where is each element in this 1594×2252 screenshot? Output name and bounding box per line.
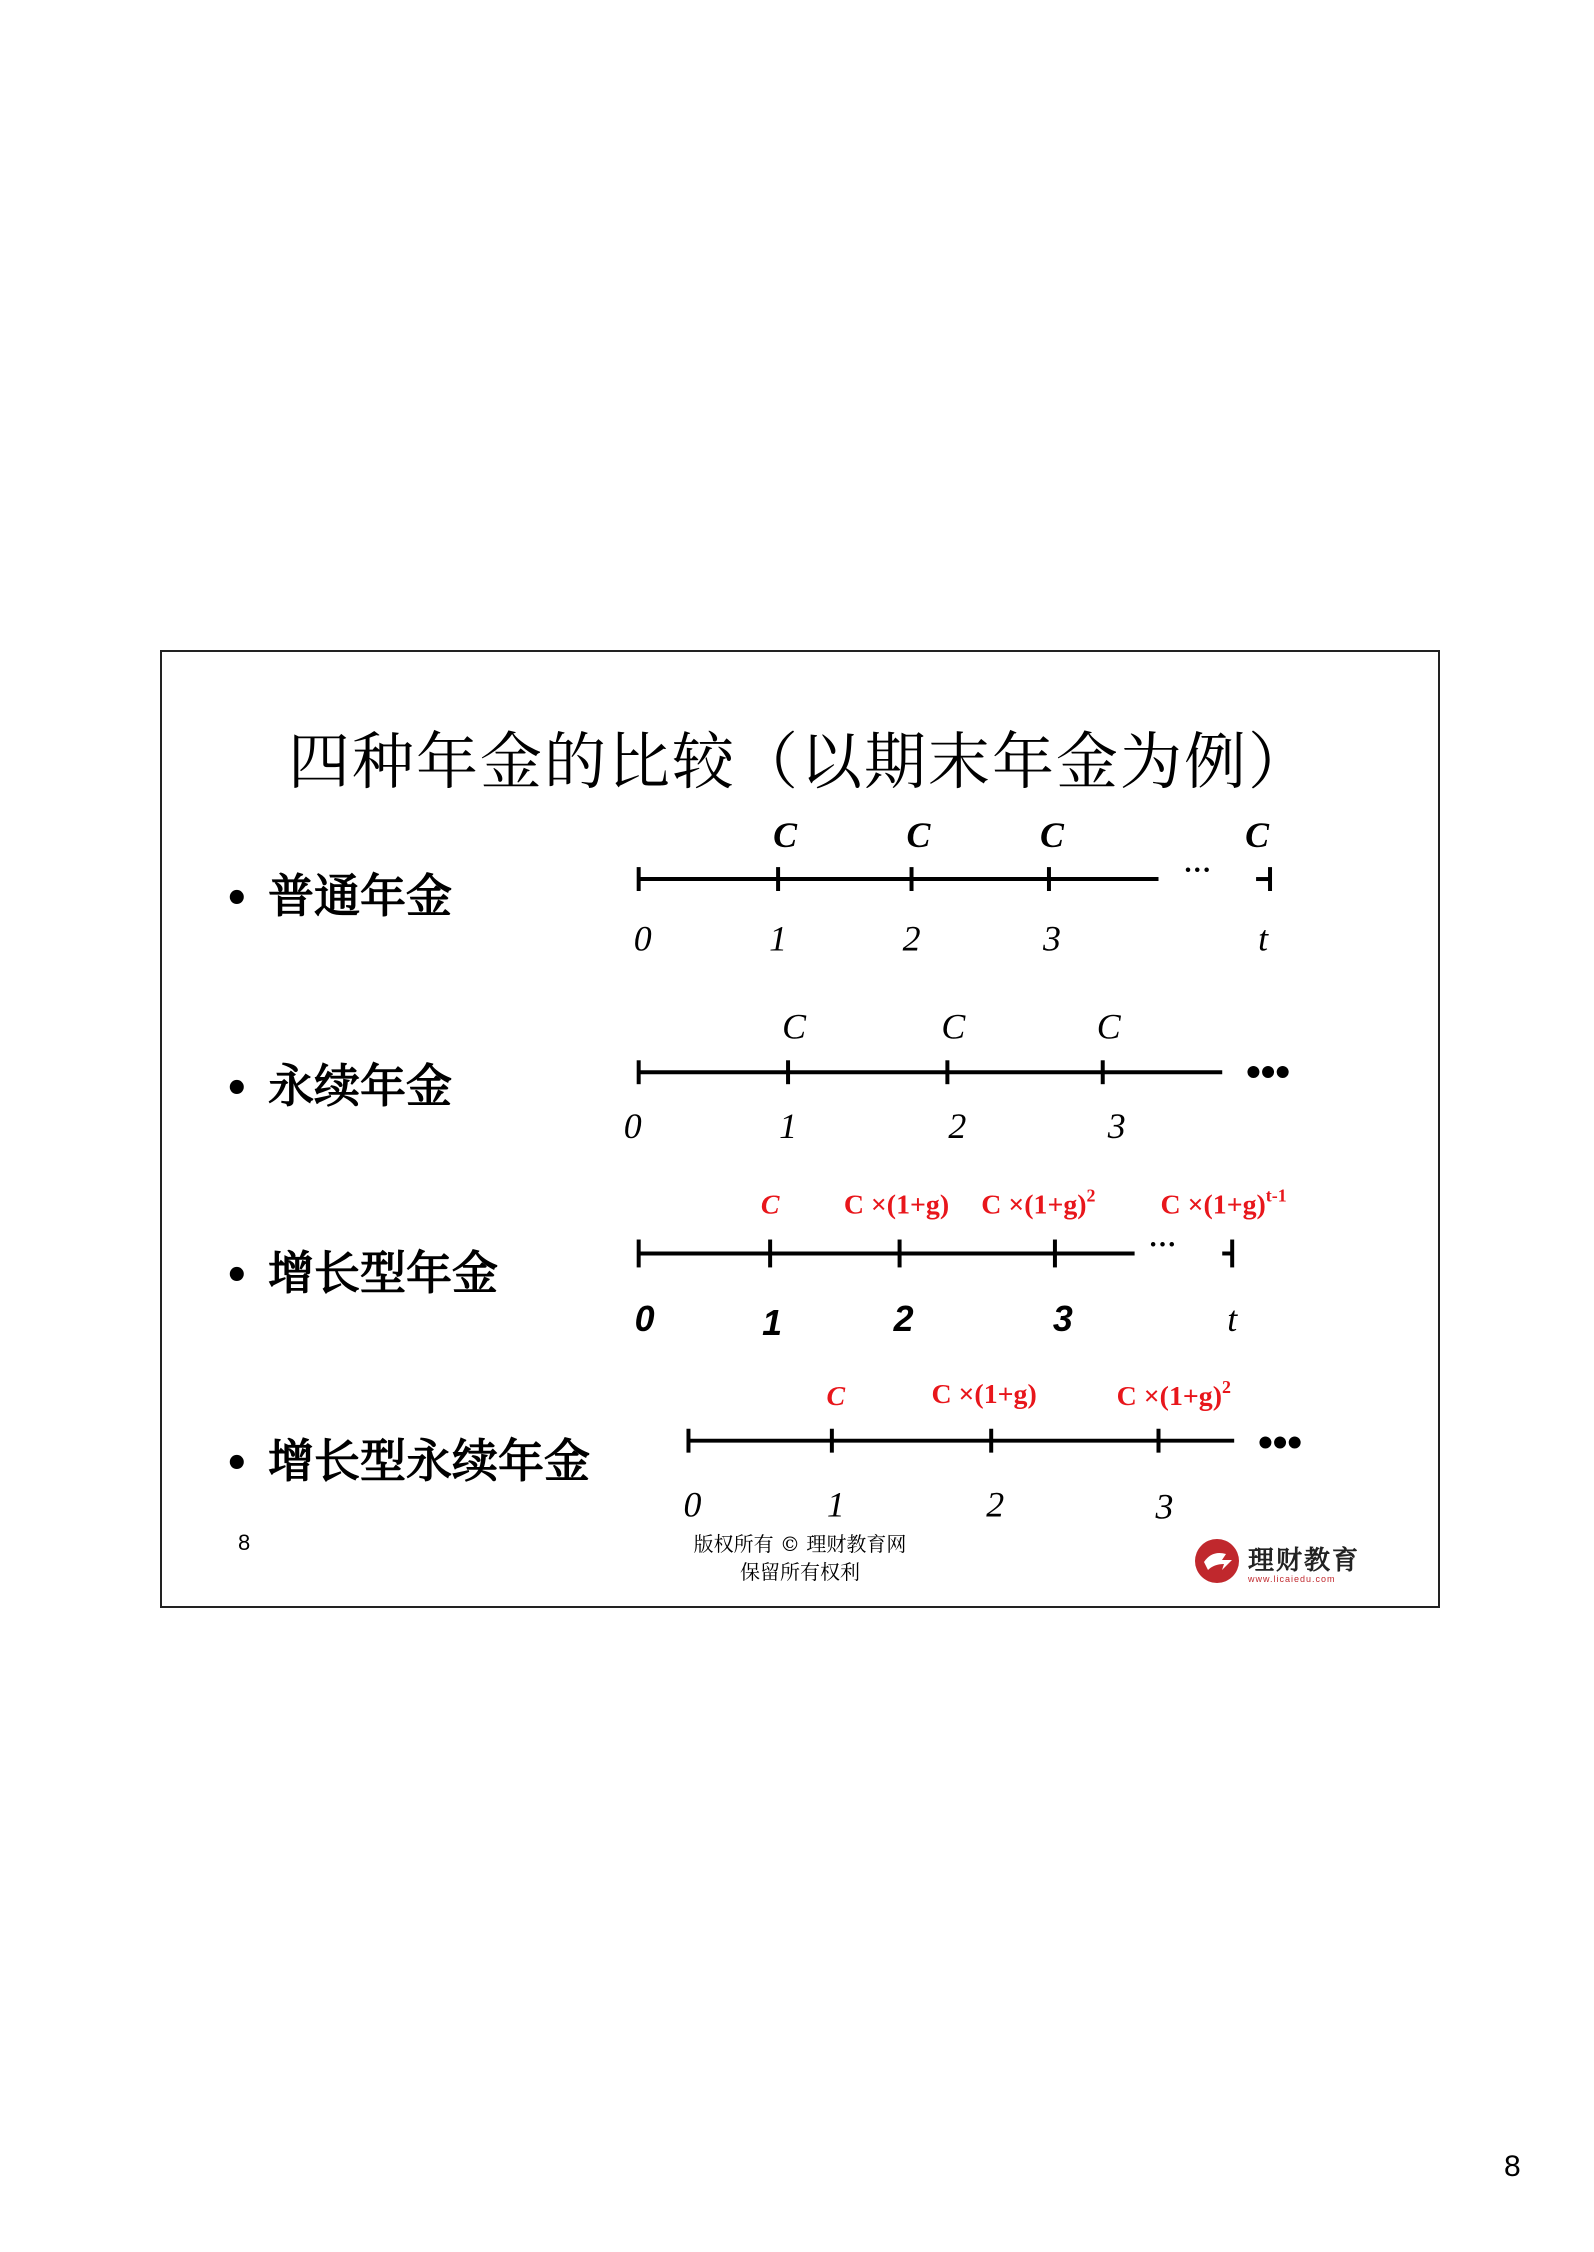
payment-label: C: [773, 815, 798, 856]
tick-label: 3: [1155, 1486, 1174, 1527]
bullet-dot: •: [224, 1253, 250, 1299]
payment-label: C: [1096, 1006, 1121, 1047]
logo-text: 理财教育: [1248, 1546, 1361, 1576]
tick-label: 1: [769, 918, 788, 959]
timeline-perpetuity: [639, 1060, 1223, 1084]
ellipsis: •••: [1258, 1418, 1303, 1466]
ellipsis: •••: [1246, 1048, 1291, 1096]
tick-label: 3: [1107, 1105, 1126, 1146]
copyright-line: 保留所有权利: [740, 1560, 860, 1584]
tick-label: 3: [1042, 918, 1061, 959]
growth-payment-label: $C \times(1+g)^2$: [1116, 1376, 1231, 1412]
tick-label: 2: [893, 1299, 914, 1340]
growth-payment-label: C: [760, 1189, 780, 1221]
bullet-dot: •: [224, 876, 250, 922]
logo-mark-icon: [1192, 1536, 1242, 1586]
tick-label: t: [1227, 1299, 1238, 1340]
growth-payment-label: C ×(1+g): [931, 1378, 1037, 1410]
slide-number: 8: [238, 1530, 251, 1555]
logo-url: www.licaiedu.com: [1248, 1574, 1336, 1584]
timeline-growing-annuity: [639, 1240, 1233, 1268]
tick-label: 2: [902, 918, 921, 959]
ellipsis: ···: [1148, 1229, 1177, 1261]
timeline-growing-perpetuity: [688, 1429, 1234, 1453]
copyright-line: 版权所有 © 理财教育网: [693, 1532, 907, 1556]
payment-label: C: [1245, 815, 1270, 856]
payment-label: C: [1039, 815, 1064, 856]
payment-label: C: [941, 1006, 966, 1047]
bullet-label: 增长型永续年金: [268, 1434, 590, 1488]
bullet-label: 增长型年金: [268, 1246, 498, 1300]
tick-label: 1: [762, 1303, 783, 1344]
tick-label: 3: [1052, 1299, 1073, 1340]
payment-label: C: [782, 1006, 806, 1047]
tick-label: 1: [779, 1105, 798, 1146]
growth-payment-label: C: [826, 1380, 846, 1412]
ellipsis: ···: [1183, 855, 1212, 887]
page-number: 8: [1504, 2150, 1521, 2183]
timeline-diagrams: [162, 652, 1438, 1606]
growth-payment-label: $C \times(1+g)^2$: [981, 1185, 1096, 1221]
bullet-dot: •: [224, 1066, 250, 1112]
bullet-dot: •: [224, 1441, 250, 1487]
tick-label: 0: [634, 1299, 655, 1340]
growth-payment-label: C ×(1+g): [843, 1189, 950, 1221]
growth-payment-label: $C \times(1+g)^{t-1}$: [1160, 1185, 1287, 1221]
payment-label: C: [906, 815, 931, 856]
tick-label: 0: [633, 918, 652, 959]
tick-label: 0: [623, 1105, 642, 1146]
tick-label: 0: [683, 1484, 702, 1525]
slide: [160, 650, 1440, 1608]
tick-label: 1: [826, 1484, 845, 1525]
tick-label: t: [1258, 918, 1269, 959]
bullet-label: 普通年金: [268, 869, 452, 923]
tick-label: 2: [986, 1484, 1005, 1525]
timeline-ordinary-annuity: [639, 867, 1270, 891]
bullet-label: 永续年金: [268, 1059, 452, 1113]
tick-label: 2: [948, 1105, 967, 1146]
licaiedu-logo: [1192, 1536, 1382, 1592]
slide-title: 四种年金的比较（以期末年金为例）: [287, 725, 1312, 798]
